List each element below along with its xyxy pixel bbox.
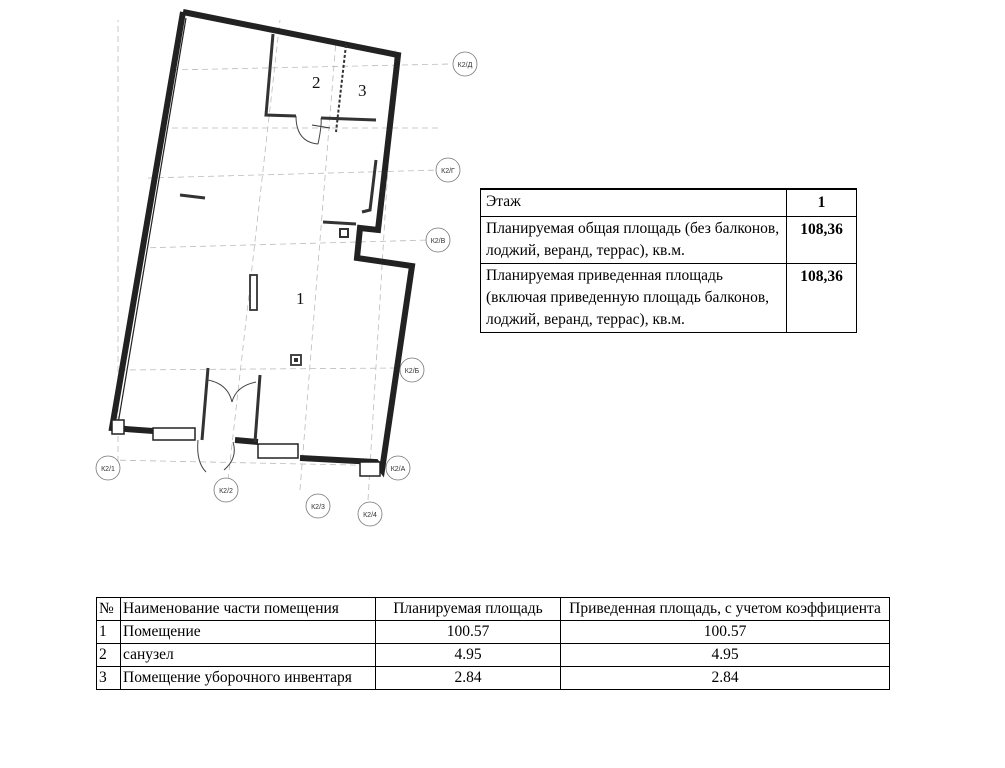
summary-row-floor	[481, 189, 857, 217]
floor-plan	[0, 0, 473, 540]
room-number-3: 3	[358, 81, 367, 100]
rooms-table-header	[97, 598, 890, 621]
axis-label-d: К2/Д	[457, 62, 473, 69]
axis-label-4: К2/4	[363, 512, 377, 519]
axis-label-g: К2/Г	[441, 168, 455, 175]
table-row	[97, 644, 890, 667]
header-number: №	[97, 598, 121, 621]
row-name: Помещение уборочного инвентаря	[121, 667, 376, 690]
header-reduced-area: Приведенная площадь, с учетом коэффициента	[561, 598, 890, 621]
room-number-2: 2	[312, 73, 321, 92]
rooms-table	[96, 597, 890, 690]
axis-label-2: К2/2	[219, 488, 233, 495]
summary-row-total-area	[481, 217, 857, 264]
axis-label-a: К2/А	[390, 466, 406, 473]
header-planned-area: Планируемая площадь	[376, 598, 561, 621]
row-number: 3	[97, 667, 121, 690]
row-planned-area: 4.95	[376, 644, 561, 667]
axis-label-3: К2/3	[311, 504, 325, 511]
row-planned-area: 100.57	[376, 621, 561, 644]
row-reduced-area: 100.57	[561, 621, 890, 644]
axis-label-v: К2/В	[430, 238, 446, 245]
axis-label-1: К2/1	[101, 466, 115, 473]
reduced-area-value: 108,36	[787, 264, 857, 333]
row-number: 2	[97, 644, 121, 667]
floor-label: Этаж	[481, 189, 787, 217]
table-row	[97, 621, 890, 644]
floor-value: 1	[787, 189, 857, 217]
header-name: Наименование части помещения	[121, 598, 376, 621]
row-reduced-area: 2.84	[561, 667, 890, 690]
walls	[112, 12, 412, 476]
reduced-area-label: Планируемая приведенная площадь (включая приведенную площадь балконов, лоджий, веранд, террас), кв.м.	[481, 264, 787, 333]
row-name: санузел	[121, 644, 376, 667]
area-summary-table	[480, 188, 857, 333]
room-number-1: 1	[296, 289, 305, 308]
row-number: 1	[97, 621, 121, 644]
row-reduced-area: 4.95	[561, 644, 890, 667]
table-row	[97, 667, 890, 690]
row-name: Помещение	[121, 621, 376, 644]
axis-label-b: К2/Б	[404, 368, 420, 375]
row-planned-area: 2.84	[376, 667, 561, 690]
summary-row-reduced-area	[481, 264, 857, 333]
total-area-label: Планируемая общая площадь (без балконов, лоджий, веранд, террас), кв.м.	[481, 217, 787, 264]
total-area-value: 108,36	[787, 217, 857, 264]
